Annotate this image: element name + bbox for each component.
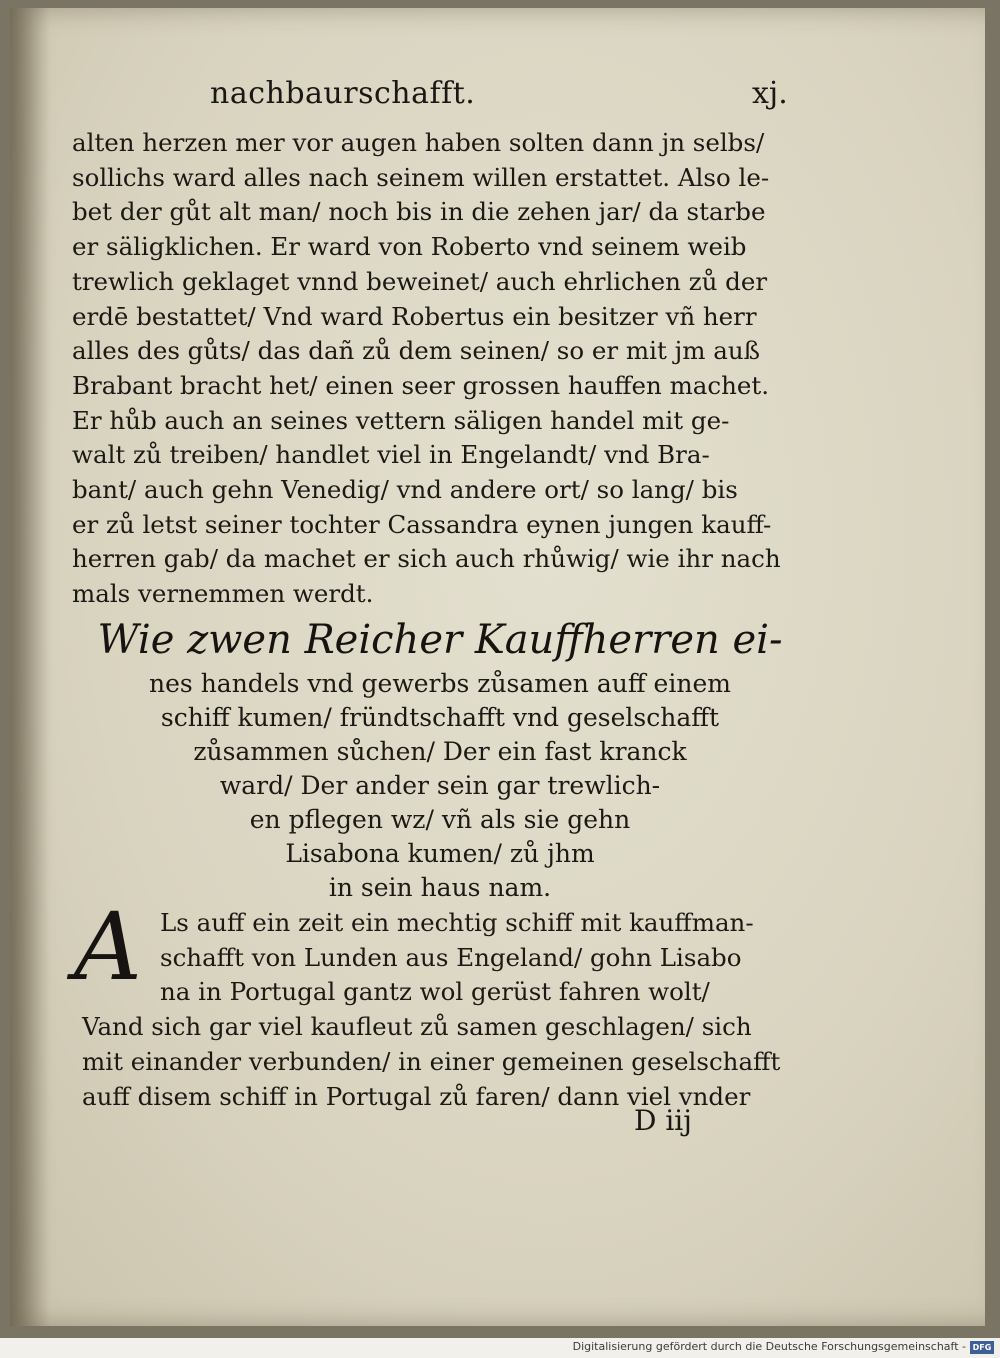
text-line: Brabant bracht het/ einen seer grossen hauffen machet. <box>72 370 770 400</box>
chapter-heading-line: schiff kumen/ fründtschafft vnd geselschafft <box>160 703 720 732</box>
footer-credit: Digitalisierung gefördert durch die Deutsche Forschungsgemeinschaft - <box>572 1340 966 1353</box>
text-line: alles des gůts/ das dañ zů dem seinen/ so er mit jm auß <box>72 336 760 366</box>
text-line: sollichs ward alles nach seinem willen erstattet. Also le- <box>72 162 770 192</box>
chapter-heading-line: zůsammen sůchen/ Der ein fast kranck <box>193 737 687 766</box>
text-line: alten herzen mer vor augen haben solten dann jn selbs/ <box>72 128 765 157</box>
footer-bar <box>0 1338 1000 1358</box>
chapter-heading-line: en pflegen wz/ vñ als sie gehn <box>249 805 631 834</box>
text-line: mit einander verbunden/ in einer gemeinen geselschafft <box>82 1046 781 1076</box>
chapter-heading-line: ward/ Der ander sein gar trewlich- <box>219 771 661 800</box>
signature-mark: D iij <box>634 1104 692 1137</box>
chapter-heading-line: nes handels vnd gewerbs zůsamen auff einem <box>149 669 731 698</box>
text-line: er säligklichen. Er ward von Roberto vnd seinem weib <box>72 232 747 262</box>
folio-number: xj. <box>752 76 788 111</box>
running-head: nachbaurschafft. <box>210 76 476 111</box>
text-line: Ls auff ein zeit ein mechtig schiff mit kauffman- <box>160 908 754 937</box>
text-line: herren gab/ da machet er sich auch rhůwig/ wie ihr nach <box>72 544 781 574</box>
text-line: na in Portugal gantz wol gerüst fahren wolt/ <box>160 977 710 1007</box>
chapter-heading-line: Lisabona kumen/ zů jhm <box>285 839 595 868</box>
text-line: Vand sich gar viel kaufleut zů samen geschlagen/ sich <box>82 1012 752 1042</box>
paragraph-text <box>82 906 802 1114</box>
text-line: auff disem schiff in Portugal zů faren/ dann viel vnder <box>82 1081 751 1111</box>
chapter-heading-line: in sein haus nam. <box>328 873 552 902</box>
gutter-shadow <box>10 8 50 1326</box>
text-line: walt zů treiben/ handlet viel in Engelandt/ vnd Bra- <box>72 440 710 470</box>
text-line: bet der gůt alt man/ noch bis in die zehen jar/ da starbe <box>72 197 766 227</box>
chapter-heading-title: Wie zwen Reicher Kauffherren ei- <box>97 617 783 663</box>
text-line: bant/ auch gehn Venedig/ vnd andere ort/ so lang/ bis <box>72 475 738 505</box>
drop-cap-initial: A <box>74 893 142 1002</box>
text-line: er zů letst seiner tochter Cassandra eynen jungen kauff- <box>72 509 772 539</box>
text-line: mals vernemmen werdt. <box>72 579 374 609</box>
text-line: Er hůb auch an seines vettern säligen handel mit ge- <box>72 405 730 435</box>
dfg-logo: DFG <box>970 1341 994 1354</box>
book-page <box>10 8 985 1326</box>
text-line: trewlich geklaget vnnd beweinet/ auch ehrlichen zů der <box>72 266 768 296</box>
chapter-heading <box>70 613 810 905</box>
text-line: erdē bestattet/ Vnd ward Robertus ein besitzer vñ herr <box>72 301 757 331</box>
text-line: schafft von Lunden aus Engeland/ gohn Lisabo <box>160 942 742 972</box>
body-text <box>72 126 812 612</box>
